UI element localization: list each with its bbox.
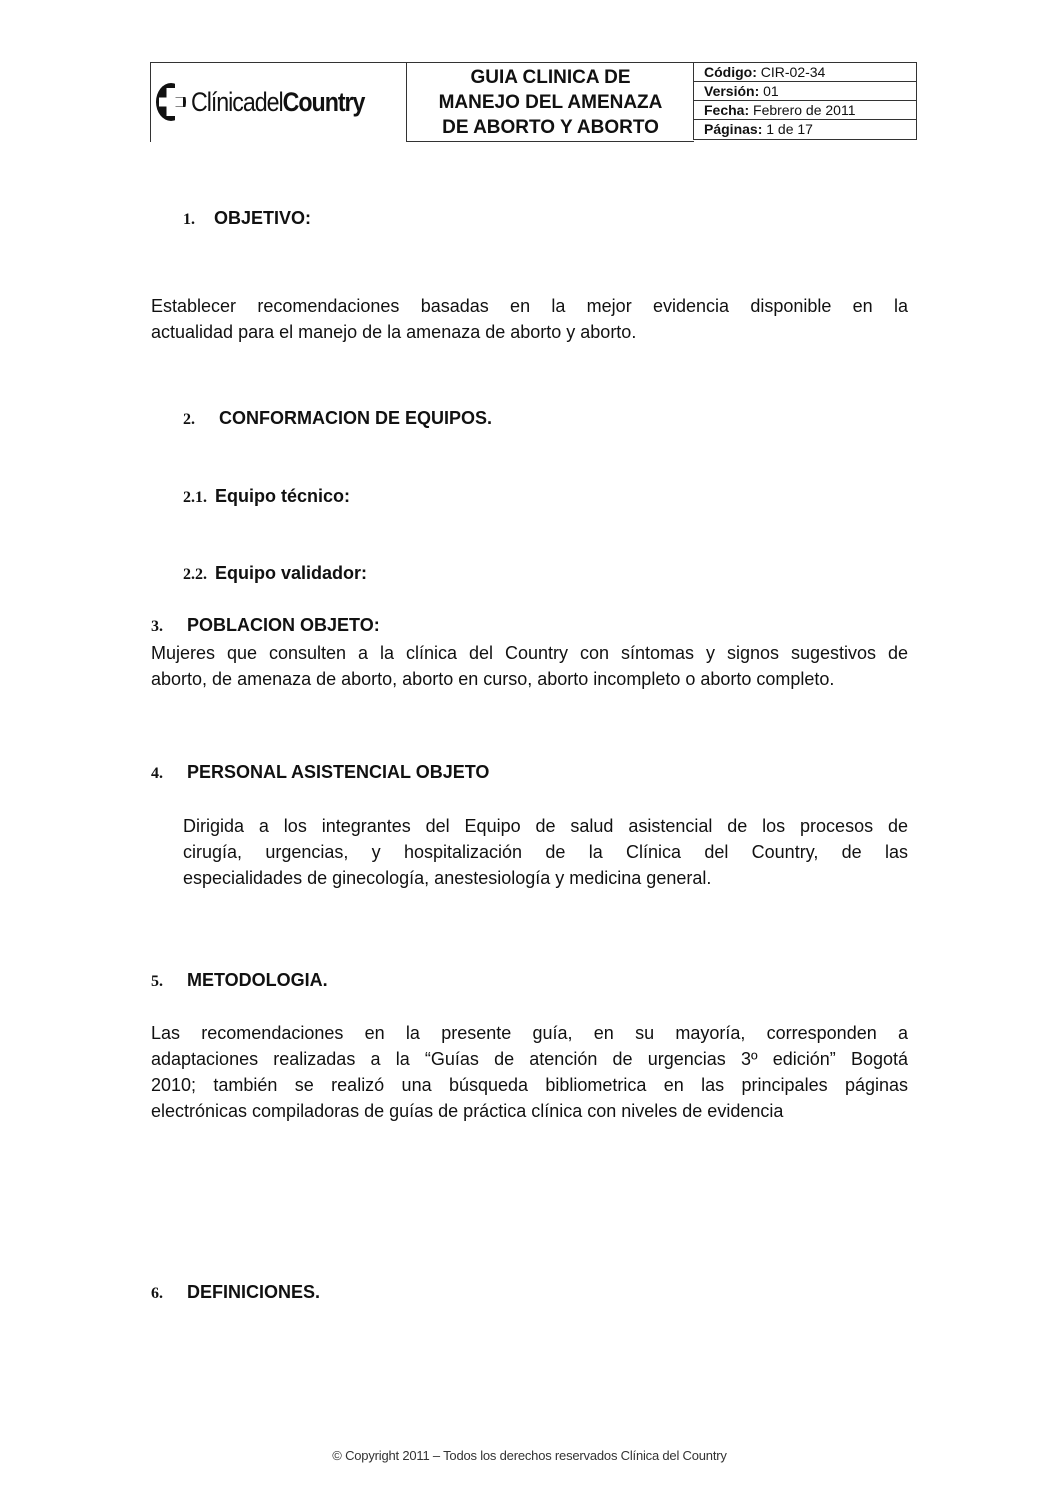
section-heading-poblacion bbox=[151, 615, 380, 636]
logo-word-del: del bbox=[254, 87, 283, 117]
logo-wordmark bbox=[191, 85, 364, 119]
paragraph-line: adaptaciones realizadas a la “Guías de atención de urgencias 3º edición” Bogotá bbox=[151, 1049, 908, 1069]
section-title: METODOLOGIA. bbox=[187, 970, 328, 990]
meta-pages-label: Páginas: bbox=[704, 121, 763, 137]
subsection-heading-equipo-validador bbox=[183, 563, 367, 584]
section-title: CONFORMACION DE EQUIPOS. bbox=[219, 408, 493, 428]
section-heading-personal bbox=[151, 762, 489, 783]
section-heading-conformacion bbox=[183, 408, 492, 429]
paragraph-line: Dirigida a los integrantes del Equipo de salud asistencial de los procesos de bbox=[183, 816, 908, 836]
poblacion-paragraph bbox=[151, 640, 908, 692]
paragraph-line: cirugía, urgencias, y hospitalización de la Clínica del Country, de las bbox=[183, 842, 908, 862]
section-number: 2.2. bbox=[183, 566, 207, 583]
cross-logo-icon bbox=[155, 81, 187, 123]
section-heading-definiciones bbox=[151, 1282, 320, 1303]
logo-cell bbox=[150, 62, 407, 141]
meta-version-label: Versión: bbox=[704, 83, 760, 99]
meta-code-label: Código: bbox=[704, 64, 757, 80]
document-header bbox=[150, 62, 918, 141]
section-number: 6. bbox=[151, 1285, 163, 1302]
logo-word-clinica: Clínica bbox=[191, 87, 255, 117]
meta-date bbox=[694, 101, 916, 120]
document-title bbox=[406, 62, 694, 142]
section-number: 3. bbox=[151, 618, 163, 635]
title-line: GUIA CLINICA DE bbox=[470, 66, 631, 88]
document-meta bbox=[693, 62, 917, 140]
section-number: 2. bbox=[183, 411, 195, 428]
title-line: MANEJO DEL AMENAZA bbox=[438, 91, 663, 113]
meta-version bbox=[694, 82, 916, 101]
copyright-footer: © Copyright 2011 – Todos los derechos reservados Clínica del Country bbox=[332, 1448, 727, 1463]
section-heading-objetivo bbox=[183, 208, 311, 229]
border-tick bbox=[150, 134, 151, 142]
paragraph-line: actualidad para el manejo de la amenaza de aborto y aborto. bbox=[151, 322, 637, 342]
section-number: 4. bbox=[151, 765, 163, 782]
section-heading-metodologia bbox=[151, 970, 328, 991]
paragraph-line: aborto, de amenaza de aborto, aborto en curso, aborto incompleto o aborto completo. bbox=[151, 669, 835, 689]
section-title: PERSONAL ASISTENCIAL OBJETO bbox=[187, 762, 490, 782]
meta-code-value: CIR-02-34 bbox=[760, 64, 826, 80]
paragraph-line: electrónicas compiladoras de guías de práctica clínica con niveles de evidencia bbox=[151, 1101, 784, 1121]
paragraph-line: especialidades de ginecología, anestesiología y medicina general. bbox=[183, 868, 712, 888]
meta-date-label: Fecha: bbox=[704, 102, 750, 118]
meta-pages-value: 1 de 17 bbox=[766, 121, 813, 137]
paragraph-line: Establecer recomendaciones basadas en la mejor evidencia disponible en la bbox=[151, 296, 908, 316]
meta-pages bbox=[694, 120, 916, 139]
title-line: DE ABORTO Y ABORTO bbox=[442, 116, 659, 138]
meta-code bbox=[694, 63, 916, 82]
subsection-heading-equipo-tecnico bbox=[183, 486, 350, 507]
paragraph-line: Las recomendaciones en la presente guía, en su mayoría, corresponden a bbox=[151, 1023, 908, 1043]
meta-version-value: 01 bbox=[763, 83, 779, 99]
logo-word-country: Country bbox=[282, 87, 365, 117]
section-title: POBLACION OBJETO: bbox=[187, 615, 380, 635]
section-title: Equipo técnico: bbox=[215, 486, 350, 506]
section-number: 2.1. bbox=[183, 489, 207, 506]
meta-date-value: Febrero de 2011 bbox=[753, 102, 856, 118]
section-number: 5. bbox=[151, 973, 163, 990]
objetivo-paragraph bbox=[151, 293, 908, 345]
paragraph-line: Mujeres que consulten a la clínica del Country con síntomas y signos sugestivos de bbox=[151, 643, 908, 663]
section-title: OBJETIVO: bbox=[214, 208, 312, 228]
section-title: DEFINICIONES. bbox=[187, 1282, 321, 1302]
paragraph-line: 2010; también se realizó una búsqueda bibliometrica en las principales páginas bbox=[151, 1075, 908, 1095]
personal-paragraph bbox=[183, 813, 908, 891]
section-number: 1. bbox=[183, 211, 195, 228]
section-title: Equipo validador: bbox=[215, 563, 368, 583]
metodologia-paragraph bbox=[151, 1020, 908, 1124]
